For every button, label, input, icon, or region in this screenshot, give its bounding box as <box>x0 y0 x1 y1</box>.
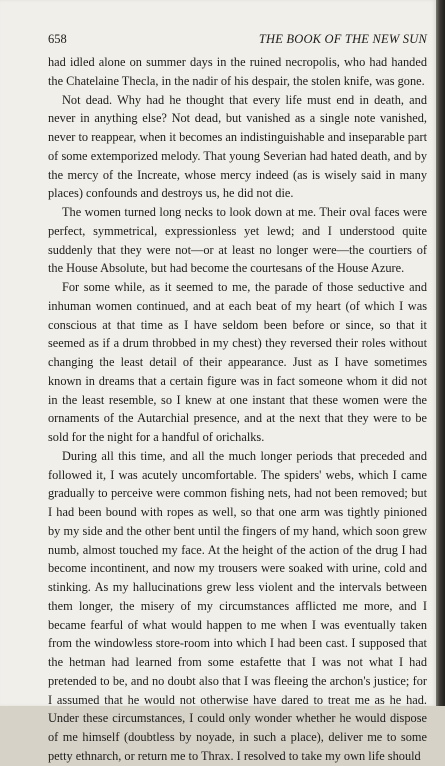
body-text <box>48 53 427 766</box>
paragraph-continued: had idled alone on summer days in the ruined necropolis, who had handed the Chatelaine Thecla, in the nadir of his despair, the stolen knife, was gone. <box>48 55 427 88</box>
page-number: 658 <box>48 32 67 46</box>
paragraph: For some while, as it seemed to me, the parade of those seductive and inhuman women continued, and at each beat of my heart (of which I was conscious at that time as I have seldom been before or since, so that it seemed as if a drum throbbed in my chest) they reversed their roles without changing the least detail of their appearance. Just as I have sometimes known in dreams that a certain figure was in fact someone whom it did not in the least resemble, so I knew at one instant that these women were the ornaments of the Autarchial presence, and at the next that they were to be sold for the night for a handful of orichalks. <box>48 280 427 444</box>
running-title: THE BOOK OF THE NEW SUN <box>258 32 427 46</box>
paragraph: Not dead. Why had he thought that every life must end in death, and never in anything else? Not dead, but vanished as a single note vanished, never to reappear, when it becomes an indistinguishable and inseparable part of some extemporized melody. That young Severian had hated death, and by the mercy of the Increate, whose mercy indeed (as is wisely said in many places) confounds and destroys us, he did not die. <box>48 92 427 201</box>
paragraph: The women turned long necks to look down at me. Their oval faces were perfect, symmetrical, expressionless yet lewd; and I understood quite suddenly that they were not—or at least no longer were—the courtiers of the House Absolute, but had become the courtesans of the House Azure. <box>48 205 427 276</box>
paragraph: During all this time, and all the much longer periods that preceded and followed it, I was acutely uncomfortable. The spiders' webs, which I came gradually to perceive were common fishing nets, had not been removed; but I had been bound with ropes as well, so that one arm was tightly pinioned by my side and the other bent until the fingers of my hand, which soon grew numb, almost touched my face. At the height of the action of the drug I had become incontinent, and now my trousers were soaked with urine, cold and stinking. As my hallucinations grew less violent and the intervals between them longer, the misery of my circumstances afflicted me more, and I became fearful of what would happen to me when I was eventually taken from the windowless store-room into which I had been cast. I supposed that the hetman had learned from some estafette that I was not what I had pretended to be, and no doubt also that I was fleeing the archon's justice; for I assumed that he would not otherwise have dared to treat me as he had. Under these circumstances, I could only wonder whether he would dispose of me himself (doubtless by noyade, in such a place), deliver me to some petty ethnarch, or return me to Thrax. I resolved to take my own life should <box>48 448 427 763</box>
book-spine-edge <box>436 0 445 706</box>
